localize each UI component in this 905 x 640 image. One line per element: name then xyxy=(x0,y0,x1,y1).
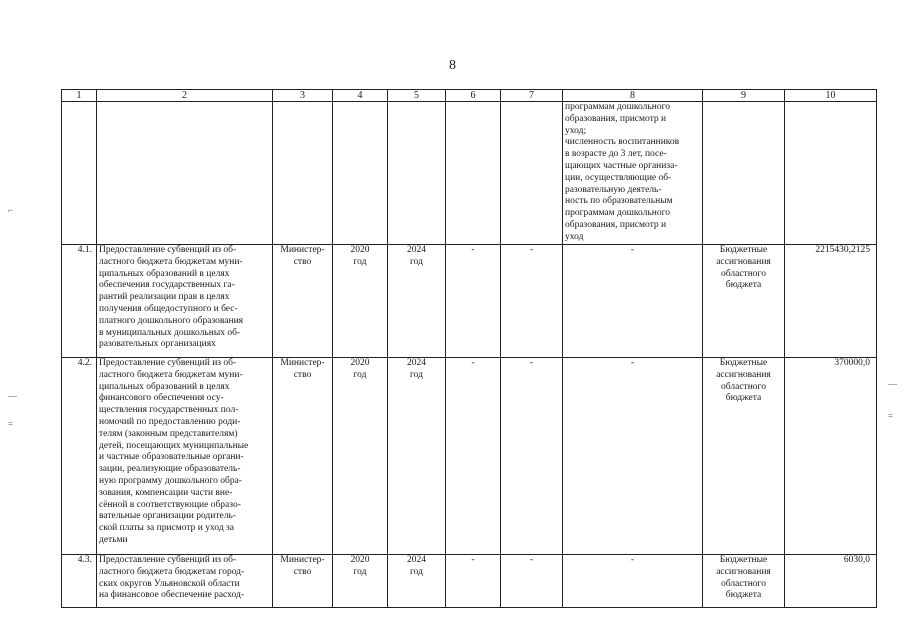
row-amount: 6030,0 xyxy=(843,555,870,565)
row-executor: Министер- ство xyxy=(280,245,325,267)
header-row xyxy=(62,90,877,102)
page-number: 8 xyxy=(449,58,456,73)
row-col6: - xyxy=(471,245,475,255)
header-col-9: 9 xyxy=(703,90,785,102)
row-amount: 370000,0 xyxy=(834,358,870,368)
row-description: Предоставление субвенций из об- ластного бюджета бюджетам город- ских округов Ульяновской области на финансовое обеспечение расход- xyxy=(99,555,245,601)
row-funding-source: Бюджетные ассигнования областного бюджета xyxy=(716,245,771,291)
scan-mark: — xyxy=(8,391,17,401)
row-start-year: 2020 год xyxy=(350,245,370,267)
row-executor: Министер- ство xyxy=(280,555,325,577)
table-row xyxy=(62,555,877,608)
header-col-4: 4 xyxy=(333,90,388,102)
row-col7: - xyxy=(529,245,534,255)
header-col-1: 1 xyxy=(62,90,97,102)
header-col-10: 10 xyxy=(785,90,877,102)
row-col8: - xyxy=(630,358,635,368)
continuation-row xyxy=(62,102,877,245)
header-col-2: 2 xyxy=(97,90,273,102)
row-funding-source: Бюджетные ассигнования областного бюджета xyxy=(716,358,771,404)
header-col-7: 7 xyxy=(501,90,563,102)
row-start-year: 2020 год xyxy=(350,358,370,380)
row-col7: - xyxy=(529,555,534,565)
header-col-6: 6 xyxy=(446,90,501,102)
row-number: 4.3. xyxy=(77,555,92,565)
row-start-year: 2020 год xyxy=(350,555,370,577)
scan-mark: = xyxy=(888,411,894,421)
row-end-year: 2024 год xyxy=(407,245,426,267)
header-col-5: 5 xyxy=(388,90,446,102)
table-row xyxy=(62,245,877,358)
row-col6: - xyxy=(471,555,475,565)
row-description: Предоставление субвенций из об- ластного бюджета бюджетам муни- ципальных образований в целях финансового обеспечения осу- ществления государственных пол- номочий по предоставлению роди- телям (законным представителям) детей, посещающих муниципальные и частные образовательные органи- зации, реализующие образователь- ную программу дошкольного обра- зования, компенсации части вне- сённой в соответствующие образо- вательные организации родитель- ской платы за присмотр и уход за детьми xyxy=(99,358,249,545)
row-description: Предоставление субвенций из об- ластного бюджета бюджетам муни- ципальных образований в целях обеспечения государственных га- рантий реализации прав в целях получения общедоступного и бес- платного дошкольного образования в муниципальных дошкольных об- разовательных организациях xyxy=(99,245,244,350)
row-funding-source: Бюджетные ассигнования областного бюджета xyxy=(716,555,771,601)
scan-mark: = xyxy=(8,419,14,429)
header-col-3: 3 xyxy=(273,90,333,102)
row-end-year: 2024 год xyxy=(407,358,426,380)
scan-mark: ⌐ xyxy=(8,205,14,215)
row-number: 4.1. xyxy=(77,245,92,255)
row-col8: - xyxy=(630,555,635,565)
row-col8: - xyxy=(630,245,635,255)
program-table xyxy=(61,89,877,608)
row-number: 4.2. xyxy=(77,358,92,368)
header-col-8: 8 xyxy=(563,90,703,102)
row-end-year: 2024 год xyxy=(407,555,426,577)
table-row xyxy=(62,358,877,555)
row-executor: Министер- ство xyxy=(280,358,325,380)
row-col6: - xyxy=(471,358,475,368)
row-amount: 2215430,2125 xyxy=(815,245,870,255)
row-col7: - xyxy=(529,358,534,368)
continuation-indicators: программам дошкольного образования, присмотр и уход; численность воспитанников в возрасте до 3 лет, посе- щающих частные организа- ции, осуществляющие об- разовательную деятель- ность по образовательным программам дошкольного образования, присмотр и уход xyxy=(565,102,680,242)
scan-mark: — xyxy=(888,379,897,389)
